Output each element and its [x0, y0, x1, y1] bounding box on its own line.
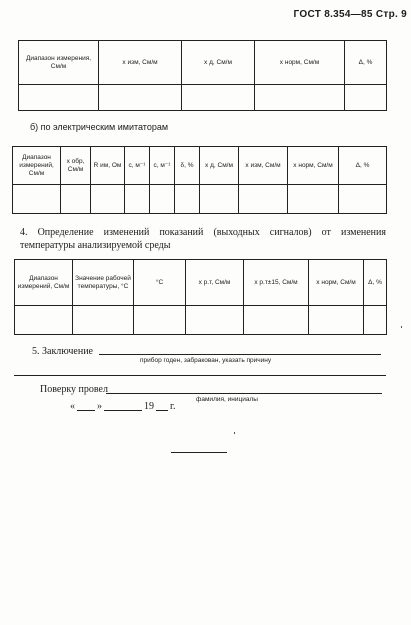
col-x-measured: x изм, См/м	[99, 41, 182, 85]
col-x-working-temperature-15: x р.т±15, См/м	[244, 260, 309, 306]
col-x-measured: x изм, См/м	[239, 147, 288, 185]
scan-speck	[401, 326, 402, 328]
date-day-line[interactable]	[77, 410, 95, 411]
conclusion-line[interactable]	[99, 354, 381, 355]
table-row	[15, 306, 387, 335]
date-month-line[interactable]	[104, 410, 142, 411]
col-error: Δ, %	[339, 147, 387, 185]
col-range: Диапазон измерений, См/м	[15, 260, 73, 306]
table-row	[13, 185, 387, 214]
scan-speck	[234, 432, 235, 434]
conclusion-caption: прибор годен, забракован, указать причину	[140, 357, 272, 364]
col-range: Диапазон измерения, См/м	[19, 41, 99, 85]
col-x-reference: x обр, См/м	[61, 147, 91, 185]
date-open-quote: «	[70, 401, 75, 412]
page-header: ГОСТ 8.354—85 Стр. 9	[293, 9, 407, 20]
verification-caption: фамилия, инициалы	[196, 396, 258, 403]
section-4-title: 4. Определение изменений показаний (выходных сигналов) от изменения температуры анализируемой среды	[20, 227, 386, 251]
col-temperature-celsius: °С	[134, 260, 186, 306]
col-constant-2: с, м⁻¹	[150, 147, 175, 185]
date-year-prefix: 19	[144, 401, 154, 412]
col-delta: δ, %	[175, 147, 200, 185]
col-x-normalized: x норм, См/м	[255, 41, 345, 85]
col-error: Δ, %	[364, 260, 387, 306]
date-close-quote: »	[97, 401, 102, 412]
date-year-line[interactable]	[156, 410, 168, 411]
col-working-temperature: Значение рабочей температуры, °С	[73, 260, 134, 306]
col-x-actual: x д, См/м	[182, 41, 255, 85]
table-temperature-results	[14, 259, 387, 335]
col-constant-1: с, м⁻¹	[125, 147, 150, 185]
conclusion-line-2[interactable]	[14, 375, 386, 376]
section-b-title: б) по электрическим имитаторам	[30, 122, 169, 132]
col-range: Диапазон измерений, См/м	[13, 147, 61, 185]
table-simulator-results	[12, 146, 387, 214]
separator-rule	[171, 452, 227, 453]
col-error: Δ, %	[345, 41, 387, 85]
col-x-normalized: x норм, См/м	[309, 260, 364, 306]
col-x-normalized: x норм, См/м	[288, 147, 339, 185]
col-x-actual: x д, См/м	[200, 147, 239, 185]
date-year-suffix: г.	[170, 401, 176, 412]
col-x-working-temperature: x р.т, См/м	[186, 260, 244, 306]
conclusion-label: 5. Заключение	[32, 346, 93, 357]
verification-line[interactable]	[106, 393, 382, 394]
col-r-simulator: R им, Ом	[91, 147, 125, 185]
verification-label: Поверку провел	[40, 384, 108, 395]
table-calibration-results	[18, 40, 387, 111]
table-row	[19, 85, 387, 111]
